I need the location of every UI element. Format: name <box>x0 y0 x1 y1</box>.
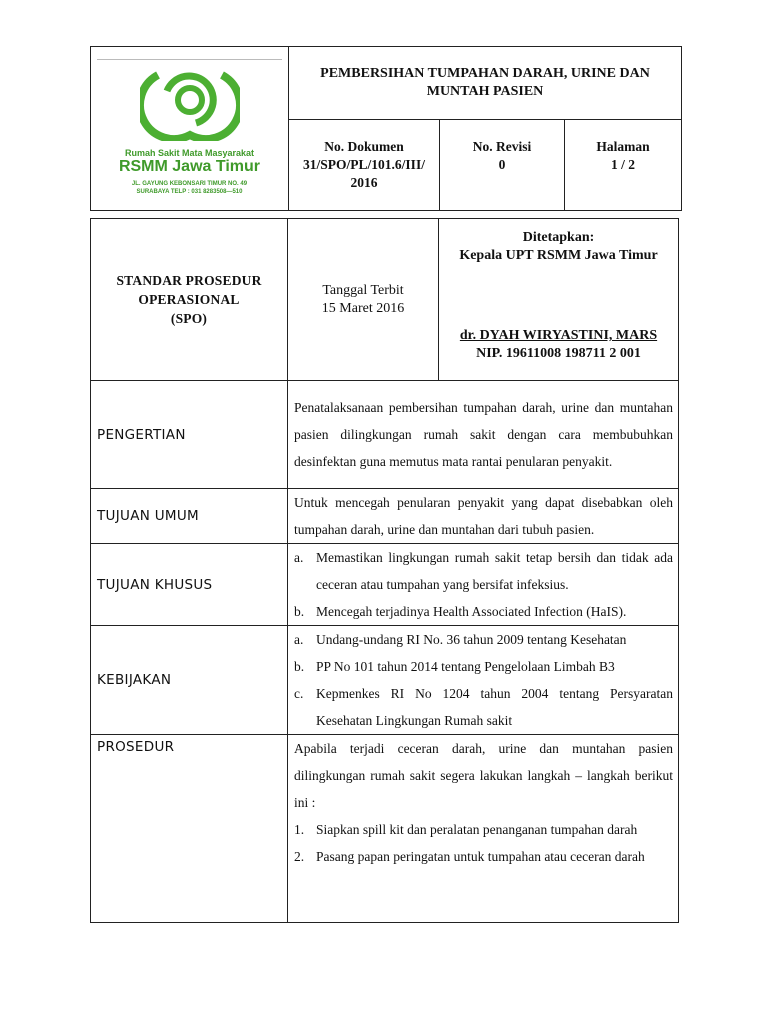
list-text: Memastikan lingkungan rumah sakit tetap bersih dan tidak ada ceceran atau tumpahan yang bersifat infeksius. <box>316 550 673 592</box>
list-marker: c. <box>294 686 304 701</box>
tujuan-umum-text: Untuk mencegah penularan penyakit yang dapat disebabkan oleh tumpahan darah, urine dan muntahan dari tubuh pasien. <box>294 495 673 537</box>
list-text: Undang-undang RI No. 36 tahun 2009 tentang Kesehatan <box>316 632 627 647</box>
section-content-kebijakan <box>288 626 679 735</box>
logo-phone: SURABAYA TELP : 031 8283508—510 <box>136 189 243 195</box>
list-item <box>294 653 673 680</box>
revision-label: No. Revisi <box>472 139 532 154</box>
hospital-logo <box>91 61 288 196</box>
doc-number-label: No. Dokumen <box>324 139 404 154</box>
list-item <box>294 544 673 598</box>
section-content-pengertian <box>288 381 679 489</box>
page-label: Halaman <box>596 139 650 154</box>
list-marker: b. <box>294 659 305 674</box>
rsmm-emblem-icon <box>140 61 240 141</box>
pengertian-text: Penatalaksanaan pembersihan tumpahan darah, urine dan muntahan pasien dilingkungan rumah sakit dengan cara membubuhkan desinfektan guna memutus mata rantai penularan penyakit. <box>294 400 673 469</box>
list-text: Kepmenkes RI No 1204 tahun 2004 tentang Persyaratan Kesehatan Lingkungan Rumah sakit <box>316 686 673 728</box>
issue-date-cell <box>288 219 439 381</box>
revision-cell <box>440 120 565 211</box>
section-label-kebijakan: KEBIJAKAN <box>91 626 288 735</box>
list-marker: a. <box>294 550 304 565</box>
spo-title-line1: STANDAR PROSEDUR <box>116 273 262 288</box>
list-item <box>294 816 673 843</box>
list-text: Mencegah terjadinya Health Associated Infection (HaIS). <box>316 604 627 619</box>
logo-address: JL. GAYUNG KEBONSARI TIMUR NO. 49 <box>131 181 248 187</box>
logo-brand-name: RSMM Jawa Timur <box>118 158 261 175</box>
list-item <box>294 626 673 653</box>
issue-date-label: Tanggal Terbit <box>322 282 404 298</box>
approval-cell <box>439 219 679 381</box>
spo-title-cell <box>91 219 288 381</box>
signer-name: dr. DYAH WIRYASTINI, MARS <box>459 328 658 343</box>
logo-hospital-name: Rumah Sakit Mata Masyarakat <box>124 148 255 158</box>
list-text: Siapkan spill kit dan peralatan penanganan tumpahan darah <box>316 822 638 837</box>
section-content-tujuan-khusus <box>288 544 679 626</box>
spo-title-line2: OPERASIONAL <box>138 292 240 307</box>
list-marker: 2. <box>294 849 305 864</box>
approval-authority: Kepala UPT RSMM Jawa Timur <box>459 248 658 263</box>
doc-number-cell <box>289 120 440 211</box>
list-marker: a. <box>294 632 304 647</box>
list-item <box>294 598 673 625</box>
document-header <box>90 46 682 211</box>
document-title: PEMBERSIHAN TUMPAHAN DARAH, URINE DAN MUNTAH PASIEN <box>289 47 682 120</box>
page-cell <box>565 120 682 211</box>
section-content-prosedur <box>288 735 679 923</box>
prosedur-intro: Apabila terjadi ceceran darah, urine dan muntahan pasien dilingkungan rumah sakit segera lakukan langkah – langkah berikut ini : <box>294 741 673 810</box>
page-value: 1 / 2 <box>611 157 636 172</box>
section-label-pengertian: PENGERTIAN <box>91 381 288 489</box>
section-content-tujuan-umum <box>288 489 679 544</box>
list-item <box>294 843 673 870</box>
section-label-tujuan-umum: TUJUAN UMUM <box>91 489 288 544</box>
section-label-prosedur: PROSEDUR <box>91 735 288 923</box>
list-marker: b. <box>294 604 305 619</box>
doc-number-value: 31/SPO/PL/101.6/III/ 2016 <box>303 157 425 190</box>
list-item <box>294 680 673 734</box>
approval-label: Ditetapkan: <box>522 230 595 245</box>
signer-nip: NIP. 19611008 198711 2 001 <box>476 346 641 361</box>
sop-table <box>90 218 679 923</box>
section-label-tujuan-khusus: TUJUAN KHUSUS <box>91 544 288 626</box>
spo-title-line3: (SPO) <box>170 311 208 326</box>
list-marker: 1. <box>294 822 305 837</box>
issue-date-value: 15 Maret 2016 <box>321 300 405 316</box>
revision-value: 0 <box>498 157 506 172</box>
logo-cell <box>91 47 289 211</box>
list-text: PP No 101 tahun 2014 tentang Pengelolaan Limbah B3 <box>316 659 615 674</box>
list-text: Pasang papan peringatan untuk tumpahan atau ceceran darah <box>316 849 645 864</box>
